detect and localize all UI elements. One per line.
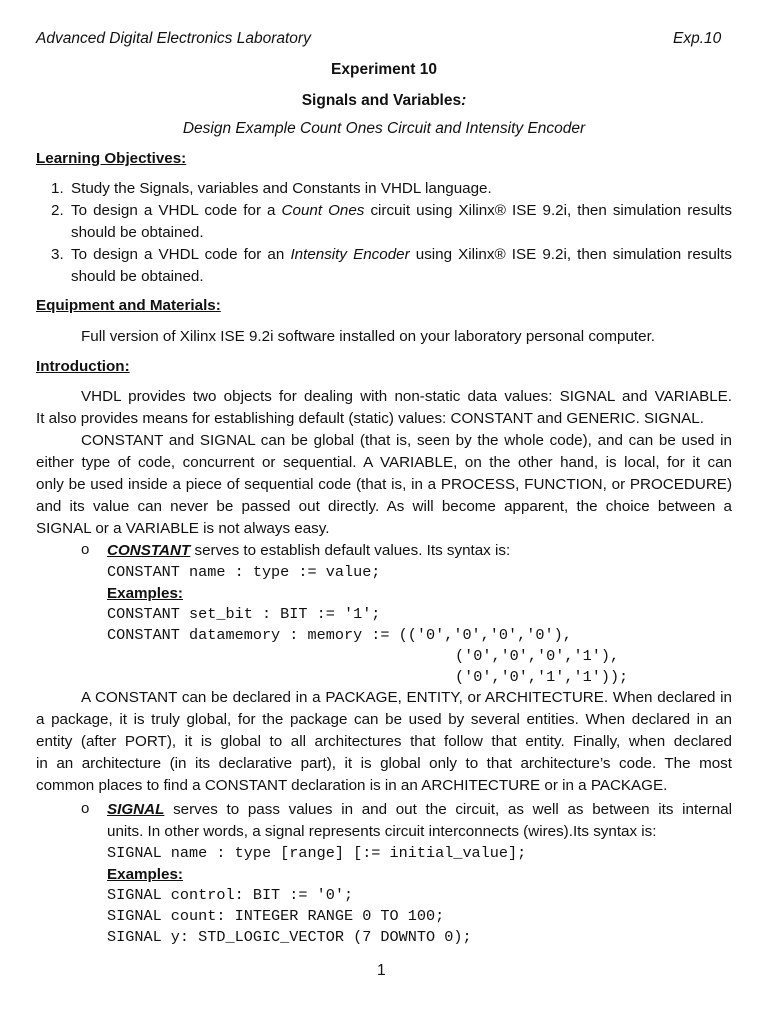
objective-2-continuation: should be obtained. [71, 224, 204, 241]
objective-2-number: 2. [51, 202, 64, 219]
signal-syntax: SIGNAL name : type [range] [:= initial_value]; [107, 844, 527, 862]
constant-description: CONSTANT serves to establish default values. Its syntax is: [107, 542, 511, 559]
constant-after-line-1: A CONSTANT can be declared in a PACKAGE, ENTITY, or ARCHITECTURE. When declared in [81, 689, 732, 706]
design-example-title: Design Example Count Ones Circuit and Intensity Encoder [182, 120, 586, 137]
objective-3-text: To design a VHDL code for an Intensity Encoder using Xilinx® ISE 9.2i, then simulation results [71, 246, 732, 263]
header-left: Advanced Digital Electronics Laboratory [36, 30, 311, 47]
intro-p2-line-1: CONSTANT and SIGNAL can be global (that is, seen by the whole code), and can be used in [81, 432, 732, 449]
signal-description-line-2: units. In other words, a signal represents circuit interconnects (wires).Its syntax is: [107, 823, 657, 840]
objective-3-continuation: should be obtained. [71, 268, 204, 285]
signal-bullet: o [81, 800, 90, 817]
constant-after-line-4: in an architecture (in its declarative part), it is global only to that architecture’s code. The most [36, 755, 732, 772]
objective-1-text: Study the Signals, variables and Constants in VHDL language. [71, 180, 492, 197]
signal-description-line-1: SIGNAL serves to pass values in and out the circuit, as well as between its internal [107, 801, 732, 818]
signal-code-line-1: SIGNAL control: BIT := '0'; [107, 886, 354, 904]
intro-p2-line-2: either type of code, concurrent or sequential. A VARIABLE, on the other hand, is local, for it can [36, 454, 732, 471]
objective-3-number: 3. [51, 246, 64, 263]
constant-syntax: CONSTANT name : type := value; [107, 563, 381, 581]
objectives-heading: Learning Objectives: [36, 150, 187, 167]
experiment-title: Experiment 10 [331, 61, 437, 78]
signal-code-line-2: SIGNAL count: INTEGER RANGE 0 TO 100; [107, 907, 445, 925]
objective-1-number: 1. [51, 180, 64, 197]
signal-examples-label: Examples: [107, 866, 183, 883]
header-right: Exp.10 [673, 30, 722, 47]
constant-code-line-1: CONSTANT set_bit : BIT := '1'; [107, 605, 381, 623]
signal-code-line-3: SIGNAL y: STD_LOGIC_VECTOR (7 DOWNTO 0); [107, 928, 472, 946]
constant-after-line-5: common places to find a CONSTANT declaration is in an ARCHITECTURE or in a PACKAGE. [36, 777, 668, 794]
constant-code-line-3: ('0','0','0','1'), [455, 647, 620, 665]
intro-p1-line-1: VHDL provides two objects for dealing with non-static data values: SIGNAL and VARIABLE. [81, 388, 732, 405]
equipment-text: Full version of Xilinx ISE 9.2i software installed on your laboratory personal computer. [81, 328, 656, 345]
intro-p2-line-5: SIGNAL or a VARIABLE is not always easy. [36, 520, 330, 537]
equipment-heading: Equipment and Materials: [36, 297, 221, 314]
intro-p2-line-4: and its value can never be passed out directly. As will become apparent, the choice between a [36, 498, 732, 515]
constant-code-line-2: CONSTANT datamemory : memory := (('0','0','0','0'), [107, 626, 572, 644]
intro-p2-line-3: only be used inside a piece of sequential code (that is, in a PROCESS, FUNCTION, or PROCEDURE) [36, 476, 732, 493]
page-number: 1 [377, 962, 386, 979]
objective-2-text: To design a VHDL code for a Count Ones circuit using Xilinx® ISE 9.2i, then simulation results [71, 202, 732, 219]
constant-after-line-2: a package, it is truly global, for the package can be used by several entities. When declared in an [36, 711, 732, 728]
constant-after-line-3: entity (after PORT), it is global to all architectures that follow that entity. Finally, when declared [36, 733, 732, 750]
introduction-heading: Introduction: [36, 358, 130, 375]
experiment-subtitle: Signals and Variables: [301, 92, 467, 109]
constant-bullet: o [81, 541, 90, 558]
constant-code-line-4: ('0','0','1','1')); [455, 668, 629, 686]
intro-p1-line-2: It also provides means for establishing default (static) values: CONSTANT and GENERIC. SIGNAL. [36, 410, 704, 427]
constant-examples-label: Examples: [107, 585, 183, 602]
